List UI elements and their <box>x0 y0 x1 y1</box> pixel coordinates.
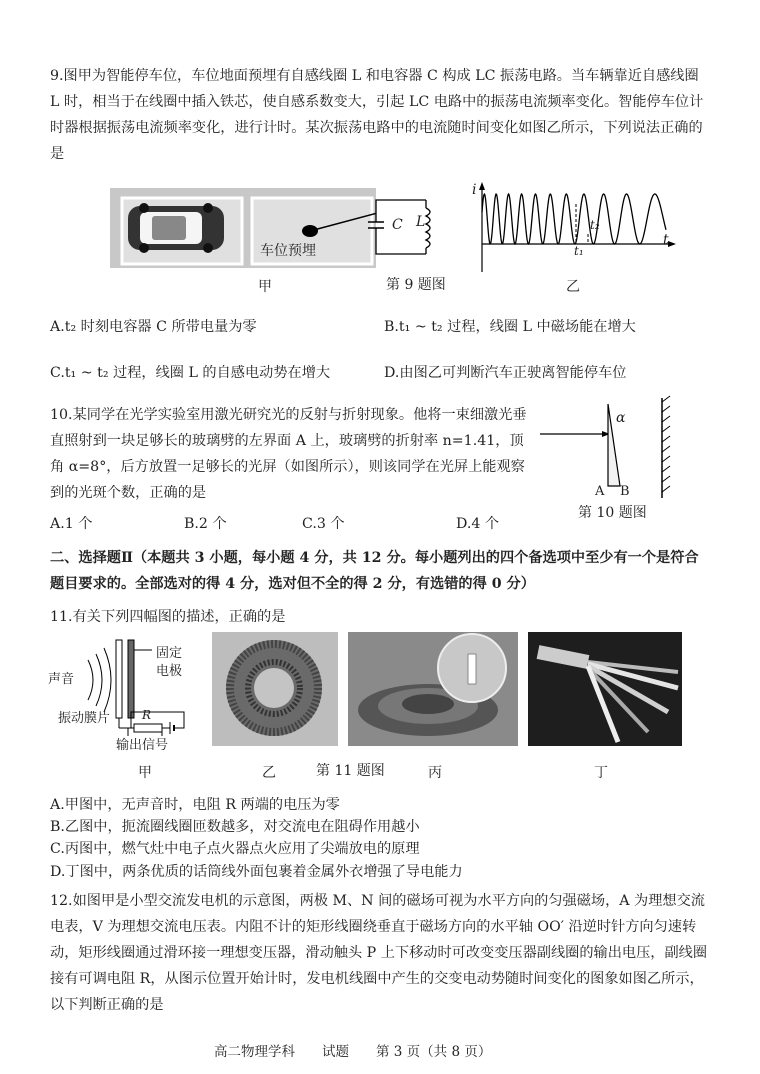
label-alpha: α <box>616 410 626 426</box>
caption-yi-9: 乙 <box>566 279 580 295</box>
q11-option-d: D.丁图中，两条优质的话筒线外面包裹着金属外衣增强了导电能力 <box>50 864 463 880</box>
label-C: C <box>392 217 403 233</box>
label-fixed: 固定 <box>156 646 183 661</box>
q9-option-b: B.t₁ ~ t₂ 过程，线圈 L 中磁场能在增大 <box>384 319 636 335</box>
caption-bing-11: 丙 <box>428 765 442 781</box>
section2-title: 二、选择题Ⅱ（本题共 3 小题，每小题 4 分，共 12 分。每小题列出的四个备选项中至少有一个是符合题目要求的。全部选对的得 4 分，选对但不全的得 2 分，有选错的得 0 分） <box>50 550 699 592</box>
parking-figure <box>110 188 376 268</box>
label-t2: t₂ <box>590 218 600 232</box>
caption-jia-9: 甲 <box>258 279 272 295</box>
caption-yi-11: 乙 <box>262 765 276 781</box>
shielded-cable-photo <box>528 632 682 746</box>
q11-option-c: C.丙图中，燃气灶中电子点火器点火应用了尖端放电的原理 <box>50 841 420 857</box>
label-sound: 声音 <box>48 672 75 687</box>
microphone-figure <box>48 630 198 752</box>
label-membrane: 振动膜片 <box>58 711 111 726</box>
label-B: B <box>620 484 630 499</box>
q9-stem: 9.图甲为智能停车位，车位地面预埋有自感线圈 L 和电容器 C 构成 LC 振荡电路。当车辆靠近自感线圈 L 时，相当于在线圈中插入铁芯，使自感系数变大，引起 LC 电路中的振荡电流频率变化。智能停车位计时器根据振荡电流频率变化，进行计时。某次振荡电路中的电流随时间变化如图乙所示，下列说法正确的是 <box>50 68 704 162</box>
q10-option-b: B.2 个 <box>184 516 227 532</box>
caption-ding-11: 丁 <box>594 765 608 781</box>
prism-figure <box>540 394 680 502</box>
caption-fig10: 第 10 题图 <box>578 505 647 521</box>
caption-jia-11: 甲 <box>138 765 152 781</box>
q12-stem: 12.如图甲是小型交流发电机的示意图，两极 M、N 间的磁场可视为水平方向的匀强磁场，A 为理想交流电表，V 为理想交流电压表。内阻不计的矩形线圈绕垂直于磁场方向的水平轴 OO′ 沿逆时针方向匀速转动，矩形线圈通过滑环接一理想变压器，滑动触头 P 上下移动时可改变变压器副线圈的输出电压，副线圈接有可调电阻 R，从图示位置开始计时，发电机线圈中产生的交变电动势随时间变化的图象如图乙所示，以下判断正确的是 <box>50 893 708 1013</box>
q11-stem: 11.有关下列四幅图的描述，正确的是 <box>50 609 286 625</box>
q10-option-d: D.4 个 <box>456 516 500 532</box>
axis-t: t <box>663 232 669 248</box>
q11-option-b: B.乙图中，扼流圈线圈匝数越多，对交流电在阻碍作用越小 <box>50 819 420 835</box>
q9-option-c: C.t₁ ~ t₂ 过程，线圈 L 的自感电动势在增大 <box>50 365 331 381</box>
caption-fig9: 第 9 题图 <box>386 277 446 293</box>
lc-circuit <box>366 192 446 262</box>
q10-option-c: C.3 个 <box>302 516 345 532</box>
caption-fig11: 第 11 题图 <box>316 763 385 779</box>
q9-option-a: A.t₂ 时刻电容器 C 所带电量为零 <box>50 319 257 335</box>
q9-option-d: D.由图乙可判断汽车正驶离智能停车位 <box>384 365 627 381</box>
label-t1: t₁ <box>574 244 584 258</box>
label-output: 输出信号 <box>116 738 169 753</box>
axis-i: i <box>472 182 477 198</box>
gas-stove-photo <box>348 632 518 746</box>
label-electrode: 电极 <box>156 664 183 679</box>
label-R: R <box>142 708 152 722</box>
q10-option-a: A.1 个 <box>50 516 93 532</box>
q10-stem: 10.某同学在光学实验室用激光研究光的反射与折射现象。他将一束细激光垂直照射到一块足够长的玻璃劈的左界面 A 上，玻璃劈的折射率 n=1.41，顶角 α=8°，后方放置一足够长的光屏（如图所示），则该同学在光屏上能观察到的光斑个数，正确的是 <box>50 407 527 501</box>
page-footer: 高二物理学科 试题 第 3 页（共 8 页） <box>214 1044 492 1060</box>
parking-label: 车位预埋 <box>260 243 316 259</box>
label-A: A <box>595 484 605 499</box>
choke-coil-photo <box>212 632 338 746</box>
q11-option-a: A.甲图中，无声音时，电阻 R 两端的电压为零 <box>50 797 340 813</box>
label-L: L <box>416 214 426 230</box>
current-graph <box>470 182 680 272</box>
car-icon <box>128 203 224 253</box>
